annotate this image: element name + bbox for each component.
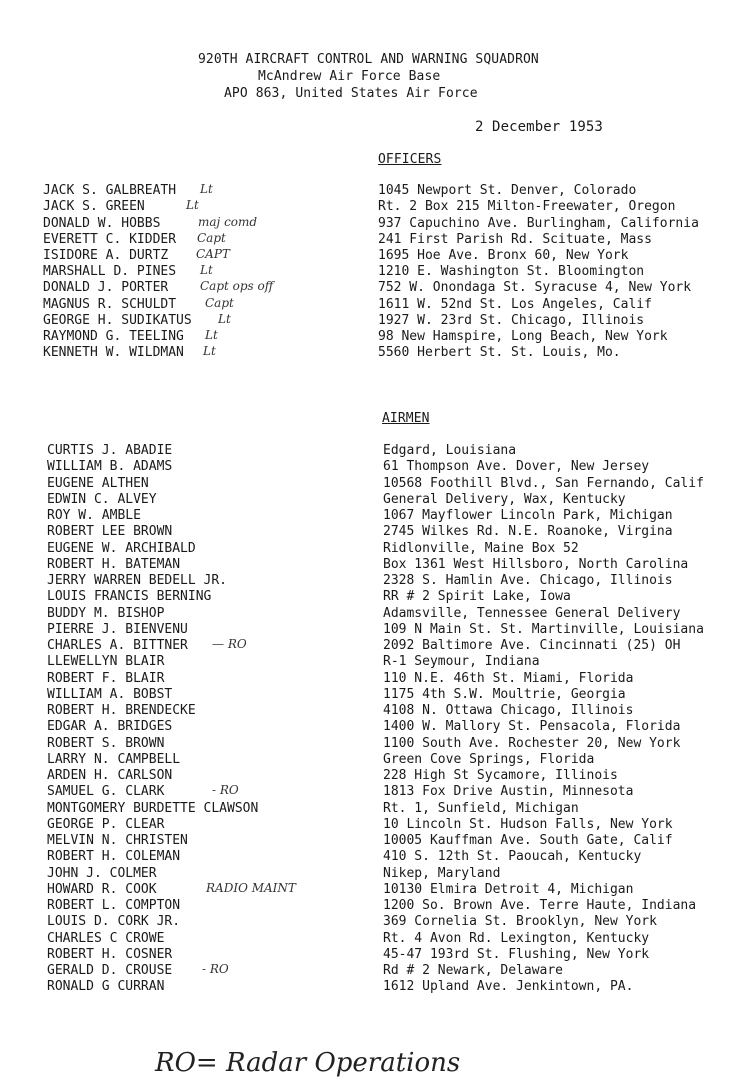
officer-row [0,297,754,313]
airman-address: RR # 2 Spirit Lake, Iowa [383,589,571,605]
handwritten-note: Lt [200,263,213,277]
airman-row [0,622,754,638]
airman-address: Edgard, Louisiana [383,443,517,458]
airman-row [0,589,754,605]
airman-address: Adamsville, Tennessee General Delivery [383,605,681,621]
airman-address: Box 1361 West Hillsboro, North Carolina [383,556,689,572]
airman-row [0,866,754,882]
handwritten-note: Capt [205,296,234,310]
airman-name: LARRY N. CAMPBELL [47,751,181,767]
handwritten-note: maj comd [198,215,258,229]
officer-name: DONALD J. PORTER [43,280,169,295]
handwritten-note: RADIO MAINT [206,880,296,895]
airman-row [0,492,754,508]
officer-address: Rt. 2 Box 215 Milton-Freewater, Oregon [378,199,676,214]
airman-name: SAMUEL G. CLARK [47,784,165,800]
airman-address: Rt. 1, Sunfield, Michigan [383,800,579,816]
officer-address: 98 New Hamspire, Long Beach, New York [378,329,668,344]
airman-row [0,801,754,817]
officer-name: MAGNUS R. SCHULDT [43,297,177,312]
airman-name: WILLIAM A. BOBST [47,686,173,702]
airman-name: MONTGOMERY BURDETTE CLAWSON [47,800,259,816]
airman-address: 1100 South Ave. Rochester 20, New York [383,735,681,751]
airman-address: Ridlonville, Maine Box 52 [383,540,579,556]
apo-address: APO 863, United States Air Force [224,86,478,101]
airman-row [0,687,754,703]
officer-address: 5560 Herbert St. St. Louis, Mo. [378,345,621,360]
officer-row [0,313,754,329]
airman-name: ROBERT L. COMPTON [47,898,181,913]
airman-name: ROY W. AMBLE [47,508,141,523]
airman-address: Rd # 2 Newark, Delaware [383,963,564,978]
airman-name: EDWIN C. ALVEY [47,491,157,507]
officer-name: JACK S. GALBREATH [43,183,177,198]
handwritten-note: - RO [212,783,239,798]
airman-address: 2745 Wilkes Rd. N.E. Roanoke, Virgina [383,524,673,540]
airman-row [0,817,754,833]
handwritten-note: Lt [205,328,218,342]
airman-name: ROBERT LEE BROWN [47,524,173,540]
airman-row [0,459,754,475]
airman-address: 1400 W. Mallory St. Pensacola, Florida [383,719,681,735]
airman-name: CURTIS J. ABADIE [47,443,173,458]
airman-address: 1067 Mayflower Lincoln Park, Michigan [383,508,673,523]
airman-name: ROBERT H. COLEMAN [47,849,181,865]
airman-address: 10005 Kauffman Ave. South Gate, Calif [383,833,673,848]
airman-name: ROBERT H. BRENDECKE [47,703,196,718]
officer-name: RAYMOND G. TEELING [43,329,184,344]
officer-address: 1695 Hoe Ave. Bronx 60, New York [378,248,629,263]
airman-name: ROBERT H. COSNER [47,946,173,962]
airman-name: ARDEN H. CARLSON [47,768,173,783]
airman-address: 2328 S. Hamlin Ave. Chicago, Illinois [383,573,673,588]
airman-name: LLEWELLYN BLAIR [47,654,165,670]
airman-address: 410 S. 12th St. Paoucah, Kentucky [383,849,642,865]
airman-row [0,898,754,914]
airman-name: BUDDY M. BISHOP [47,605,165,621]
officer-address: 1611 W. 52nd St. Los Angeles, Calif [378,297,652,312]
airman-name: MELVIN N. CHRISTEN [47,833,188,848]
airman-address: 45-47 193rd St. Flushing, New York [383,946,650,962]
airman-row [0,443,754,459]
airman-address: Rt. 4 Avon Rd. Lexington, Kentucky [383,930,650,946]
airman-name: GEORGE P. CLEAR [47,816,165,832]
airman-name: LOUIS FRANCIS BERNING [47,589,212,605]
handwritten-note: - RO [202,962,229,976]
airman-address: 110 N.E. 46th St. Miami, Florida [383,670,634,686]
handwritten-note: Capt ops off [200,279,274,293]
handwritten-note: Capt [197,231,226,245]
airman-address: 4108 N. Ottawa Chicago, Illinois [383,703,634,718]
airman-row [0,508,754,524]
officer-name: DONALD W. HOBBS [43,216,161,231]
officer-row [0,345,754,361]
airman-address: 369 Cornelia St. Brooklyn, New York [383,914,657,930]
airman-name: LOUIS D. CORK JR. [47,914,181,930]
airman-row [0,557,754,573]
airman-name: CHARLES C CROWE [47,930,165,946]
officer-address: 241 First Parish Rd. Scituate, Mass [378,232,652,247]
airman-address: 1175 4th S.W. Moultrie, Georgia [383,686,626,702]
airman-address: 109 N Main St. St. Martinville, Louisiana [383,621,704,637]
airman-row [0,979,754,995]
handwritten-note: — RO [212,637,247,651]
airman-row [0,784,754,800]
airman-row [0,849,754,865]
airman-address: Nikep, Maryland [383,865,501,881]
handwritten-note: Lt [200,182,213,196]
airman-row [0,606,754,622]
document-date: 2 December 1953 [475,119,603,135]
airman-name: RONALD G CURRAN [47,979,165,995]
airman-name: EDGAR A. BRIDGES [47,719,173,735]
airman-row [0,963,754,979]
airman-address: 10130 Elmira Detroit 4, Michigan [383,881,634,897]
officer-address: 1210 E. Washington St. Bloomington [378,264,645,279]
airman-row [0,573,754,589]
airman-address: 1813 Fox Drive Austin, Minnesota [383,784,634,800]
officer-address: 937 Capuchino Ave. Burlingham, California [378,216,699,231]
airman-row [0,671,754,687]
base-name: McAndrew Air Force Base [258,69,441,84]
officer-name: ISIDORE A. DURTZ [43,248,169,263]
airman-row [0,541,754,557]
officer-row [0,264,754,280]
footer-handwritten-legend: RO= Radar Operations [155,1048,461,1078]
airman-address: 10568 Foothill Blvd., San Fernando, Calif [383,475,704,491]
airman-row [0,638,754,654]
squadron-title: 920TH AIRCRAFT CONTROL AND WARNING SQUADRON [198,52,539,67]
officer-name: JACK S. GREEN [43,199,145,214]
airman-name: ROBERT S. BROWN [47,735,165,751]
airman-name: EUGENE W. ARCHIBALD [47,540,196,556]
officer-name: GEORGE H. SUDIKATUS [43,313,192,328]
airman-address: 228 High St Sycamore, Illinois [383,768,618,783]
officer-name: EVERETT C. KIDDER [43,232,177,247]
airman-name: JOHN J. COLMER [47,865,157,881]
officer-row [0,232,754,248]
airman-row [0,833,754,849]
officer-name: MARSHALL D. PINES [43,264,177,279]
airman-address: Green Cove Springs, Florida [383,751,595,767]
airman-row [0,524,754,540]
officer-address: 752 W. Onondaga St. Syracuse 4, New York [378,280,692,295]
airman-row [0,882,754,898]
airman-address: General Delivery, Wax, Kentucky [383,491,626,507]
airman-row [0,931,754,947]
airman-row [0,719,754,735]
airmen-heading: AIRMEN [382,411,430,426]
airman-name: WILLIAM B. ADAMS [47,459,173,475]
airman-address: 2092 Baltimore Ave. Cincinnati (25) OH [383,638,681,653]
handwritten-note: CAPT [196,247,230,261]
airman-name: PIERRE J. BIENVENU [47,621,188,637]
officer-address: 1045 Newport St. Denver, Colorado [378,183,637,198]
officer-name: KENNETH W. WILDMAN [43,345,184,360]
airman-row [0,947,754,963]
officer-row [0,199,754,215]
airman-row [0,914,754,930]
airman-name: EUGENE ALTHEN [47,475,149,491]
handwritten-note: Lt [203,344,216,358]
handwritten-note: Lt [186,198,199,212]
airman-name: GERALD D. CROUSE [47,963,173,978]
airman-address: R-1 Seymour, Indiana [383,654,540,670]
airman-address: 1612 Upland Ave. Jenkintown, PA. [383,979,634,995]
officer-row [0,280,754,296]
airman-row [0,476,754,492]
airman-name: HOWARD R. COOK [47,881,157,897]
officer-row [0,248,754,264]
officers-heading: OFFICERS [378,152,442,167]
officer-row [0,216,754,232]
airman-row [0,703,754,719]
airman-address: 10 Lincoln St. Hudson Falls, New York [383,816,673,832]
airman-name: ROBERT F. BLAIR [47,670,165,686]
airman-row [0,736,754,752]
officer-row [0,329,754,345]
airman-address: 1200 So. Brown Ave. Terre Haute, Indiana [383,898,697,913]
airman-row [0,752,754,768]
officer-row [0,183,754,199]
airman-address: 61 Thompson Ave. Dover, New Jersey [383,459,650,475]
airman-row [0,768,754,784]
airman-name: ROBERT H. BATEMAN [47,556,181,572]
officer-address: 1927 W. 23rd St. Chicago, Illinois [378,313,645,328]
airman-row [0,654,754,670]
airman-name: JERRY WARREN BEDELL JR. [47,573,228,588]
airman-name: CHARLES A. BITTNER [47,638,188,653]
handwritten-note: Lt [218,312,231,326]
